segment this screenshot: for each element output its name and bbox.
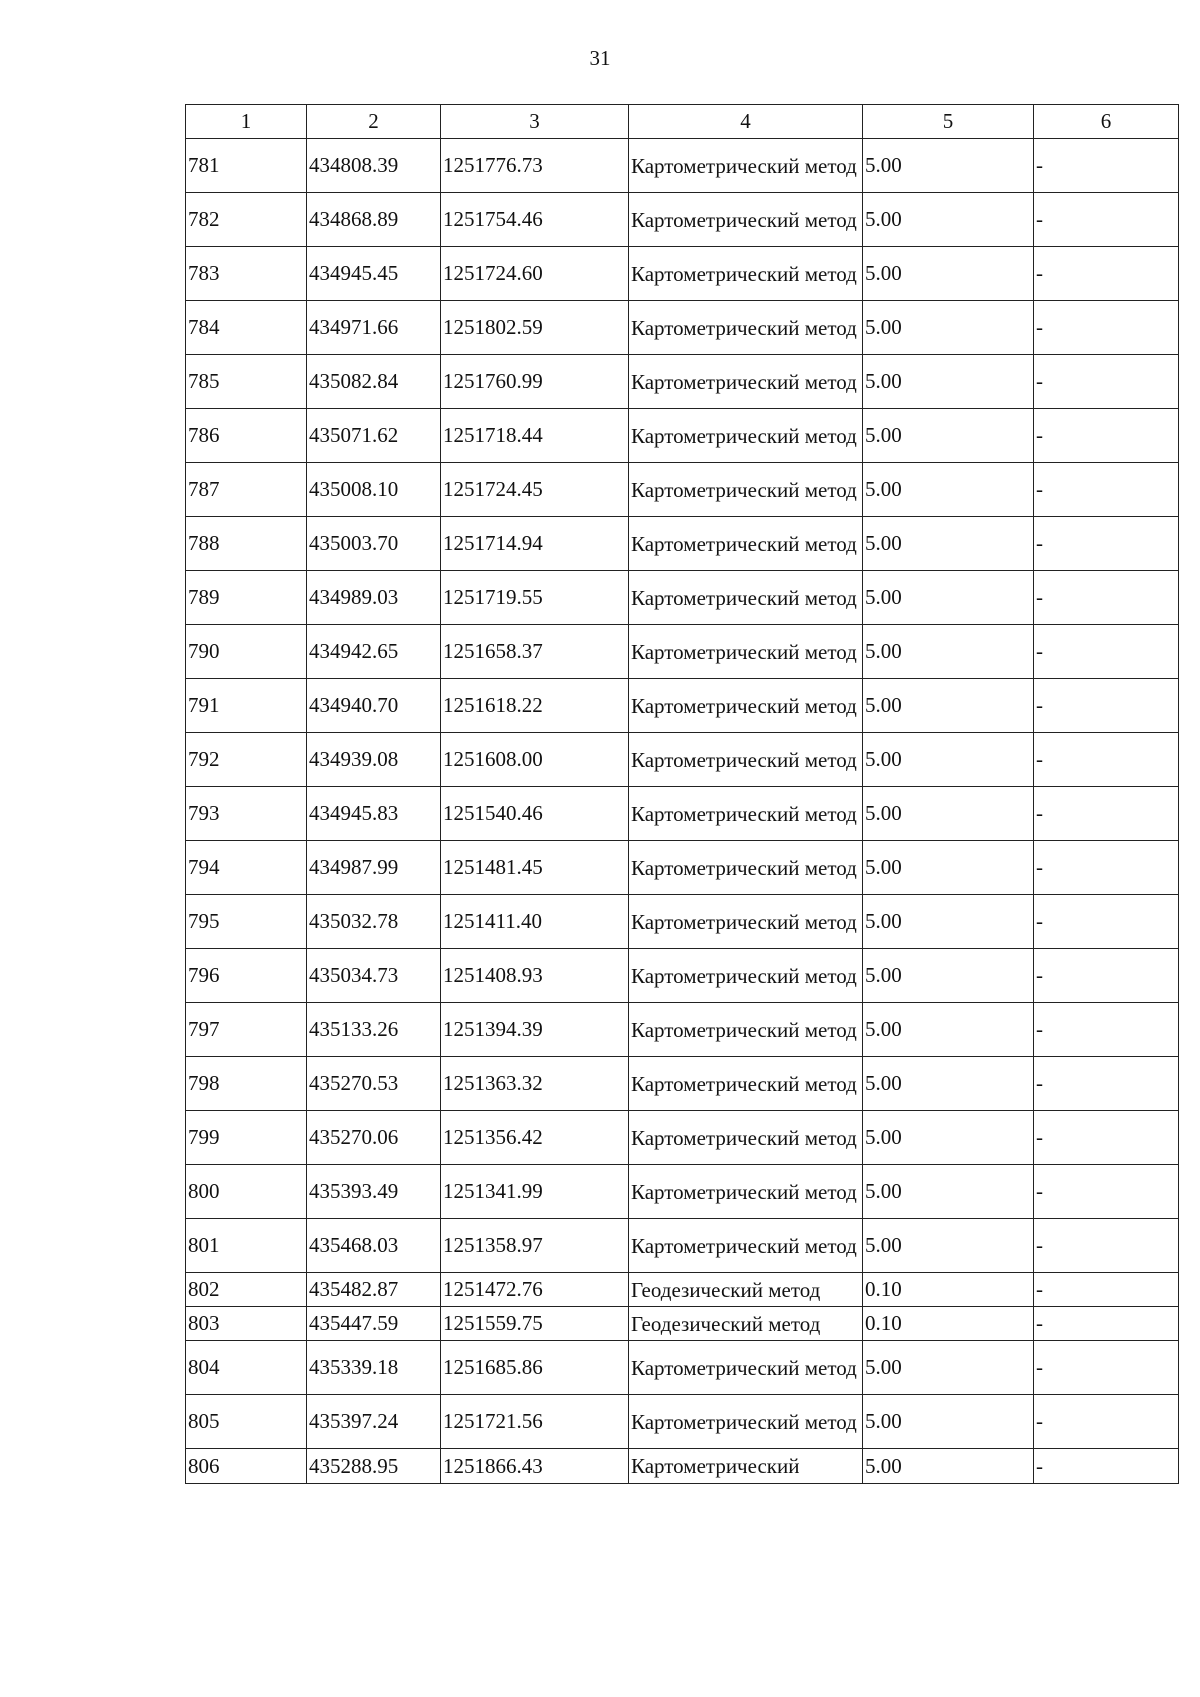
note-cell: - [1034,1003,1179,1057]
table-row [186,895,1179,949]
note-cell: - [1034,1219,1179,1273]
note-cell: - [1034,301,1179,355]
x-coordinate-cell: 435133.26 [307,1003,441,1057]
x-coordinate-cell: 435288.95 [307,1449,441,1484]
accuracy-cell: 5.00 [863,463,1034,517]
y-coordinate-cell: 1251341.99 [441,1165,629,1219]
column-header-2: 2 [307,105,441,139]
method-cell: Картометрический метод [629,1395,863,1449]
method-cell: Картометрический метод [629,301,863,355]
x-coordinate-cell: 435447.59 [307,1307,441,1341]
note-cell: - [1034,139,1179,193]
table-body [186,139,1179,1484]
y-coordinate-cell: 1251411.40 [441,895,629,949]
point-number-cell: 792 [186,733,307,787]
point-number-cell: 781 [186,139,307,193]
table-row [186,1111,1179,1165]
x-coordinate-cell: 434868.89 [307,193,441,247]
note-cell: - [1034,949,1179,1003]
note-cell: - [1034,193,1179,247]
x-coordinate-cell: 434942.65 [307,625,441,679]
page-number: 31 [589,46,611,70]
method-cell: Картометрический метод [629,1219,863,1273]
table-row [186,1057,1179,1111]
point-number-cell: 786 [186,409,307,463]
accuracy-cell: 5.00 [863,1449,1034,1484]
accuracy-cell: 5.00 [863,247,1034,301]
accuracy-cell: 5.00 [863,841,1034,895]
x-coordinate-cell: 435397.24 [307,1395,441,1449]
column-header-4: 4 [629,105,863,139]
table-row [186,247,1179,301]
accuracy-cell: 5.00 [863,409,1034,463]
method-cell: Картометрический метод [629,571,863,625]
x-coordinate-cell: 435270.53 [307,1057,441,1111]
y-coordinate-cell: 1251724.60 [441,247,629,301]
y-coordinate-cell: 1251802.59 [441,301,629,355]
header-row [186,105,1179,139]
table-row [186,1395,1179,1449]
y-coordinate-cell: 1251776.73 [441,139,629,193]
accuracy-cell: 5.00 [863,1057,1034,1111]
accuracy-cell: 5.00 [863,1165,1034,1219]
point-number-cell: 784 [186,301,307,355]
method-cell: Картометрический метод [629,841,863,895]
x-coordinate-cell: 434940.70 [307,679,441,733]
x-coordinate-cell: 434987.99 [307,841,441,895]
y-coordinate-cell: 1251719.55 [441,571,629,625]
x-coordinate-cell: 435034.73 [307,949,441,1003]
column-header-1: 1 [186,105,307,139]
y-coordinate-cell: 1251658.37 [441,625,629,679]
y-coordinate-cell: 1251363.32 [441,1057,629,1111]
table-row [186,1307,1179,1341]
table-row [186,787,1179,841]
y-coordinate-cell: 1251724.45 [441,463,629,517]
x-coordinate-cell: 434989.03 [307,571,441,625]
point-number-cell: 782 [186,193,307,247]
method-cell: Картометрический метод [629,1111,863,1165]
accuracy-cell: 5.00 [863,1341,1034,1395]
table-row [186,1273,1179,1307]
table-row [186,841,1179,895]
note-cell: - [1034,733,1179,787]
accuracy-cell: 5.00 [863,139,1034,193]
table-row [186,1165,1179,1219]
accuracy-cell: 5.00 [863,625,1034,679]
method-cell: Картометрический метод [629,247,863,301]
table-row [186,301,1179,355]
point-number-cell: 801 [186,1219,307,1273]
point-number-cell: 787 [186,463,307,517]
method-cell: Картометрический метод [629,679,863,733]
x-coordinate-cell: 435008.10 [307,463,441,517]
y-coordinate-cell: 1251866.43 [441,1449,629,1484]
accuracy-cell: 5.00 [863,193,1034,247]
x-coordinate-cell: 435082.84 [307,355,441,409]
point-number-cell: 796 [186,949,307,1003]
accuracy-cell: 5.00 [863,517,1034,571]
note-cell: - [1034,1307,1179,1341]
point-number-cell: 803 [186,1307,307,1341]
table-row [186,1003,1179,1057]
y-coordinate-cell: 1251472.76 [441,1273,629,1307]
point-number-cell: 789 [186,571,307,625]
point-number-cell: 802 [186,1273,307,1307]
y-coordinate-cell: 1251760.99 [441,355,629,409]
point-number-cell: 804 [186,1341,307,1395]
note-cell: - [1034,625,1179,679]
accuracy-cell: 5.00 [863,571,1034,625]
x-coordinate-cell: 435393.49 [307,1165,441,1219]
note-cell: - [1034,1273,1179,1307]
accuracy-cell: 5.00 [863,787,1034,841]
x-coordinate-cell: 435339.18 [307,1341,441,1395]
note-cell: - [1034,1395,1179,1449]
point-number-cell: 806 [186,1449,307,1484]
y-coordinate-cell: 1251358.97 [441,1219,629,1273]
accuracy-cell: 5.00 [863,301,1034,355]
y-coordinate-cell: 1251714.94 [441,517,629,571]
note-cell: - [1034,1111,1179,1165]
y-coordinate-cell: 1251481.45 [441,841,629,895]
note-cell: - [1034,895,1179,949]
table-row [186,355,1179,409]
method-cell: Картометрический метод [629,1003,863,1057]
y-coordinate-cell: 1251559.75 [441,1307,629,1341]
table-row [186,409,1179,463]
note-cell: - [1034,1341,1179,1395]
point-number-cell: 798 [186,1057,307,1111]
table-row [186,1341,1179,1395]
note-cell: - [1034,1449,1179,1484]
note-cell: - [1034,841,1179,895]
y-coordinate-cell: 1251356.42 [441,1111,629,1165]
x-coordinate-cell: 435468.03 [307,1219,441,1273]
x-coordinate-cell: 434971.66 [307,301,441,355]
point-number-cell: 805 [186,1395,307,1449]
method-cell: Картометрический метод [629,733,863,787]
note-cell: - [1034,517,1179,571]
method-cell: Картометрический метод [629,625,863,679]
table-row [186,733,1179,787]
accuracy-cell: 5.00 [863,949,1034,1003]
accuracy-cell: 5.00 [863,679,1034,733]
point-number-cell: 790 [186,625,307,679]
accuracy-cell: 0.10 [863,1307,1034,1341]
point-number-cell: 791 [186,679,307,733]
method-cell: Картометрический метод [629,1341,863,1395]
y-coordinate-cell: 1251754.46 [441,193,629,247]
y-coordinate-cell: 1251608.00 [441,733,629,787]
y-coordinate-cell: 1251540.46 [441,787,629,841]
point-number-cell: 788 [186,517,307,571]
table-row [186,625,1179,679]
method-cell: Картометрический метод [629,949,863,1003]
accuracy-cell: 0.10 [863,1273,1034,1307]
method-cell: Картометрический метод [629,517,863,571]
method-cell: Картометрический метод [629,139,863,193]
method-cell: Картометрический метод [629,193,863,247]
accuracy-cell: 5.00 [863,895,1034,949]
method-cell: Картометрический метод [629,463,863,517]
y-coordinate-cell: 1251408.93 [441,949,629,1003]
accuracy-cell: 5.00 [863,1003,1034,1057]
method-cell: Картометрический метод [629,1165,863,1219]
point-number-cell: 800 [186,1165,307,1219]
point-number-cell: 794 [186,841,307,895]
y-coordinate-cell: 1251394.39 [441,1003,629,1057]
point-number-cell: 795 [186,895,307,949]
method-cell: Геодезический метод [629,1307,863,1341]
column-header-5: 5 [863,105,1034,139]
note-cell: - [1034,463,1179,517]
table-row [186,949,1179,1003]
method-cell: Картометрический метод [629,409,863,463]
accuracy-cell: 5.00 [863,355,1034,409]
point-number-cell: 785 [186,355,307,409]
note-cell: - [1034,355,1179,409]
table-row [186,193,1179,247]
column-header-6: 6 [1034,105,1179,139]
x-coordinate-cell: 435071.62 [307,409,441,463]
note-cell: - [1034,1057,1179,1111]
method-cell: Геодезический метод [629,1273,863,1307]
point-number-cell: 793 [186,787,307,841]
table-row [186,1219,1179,1273]
note-cell: - [1034,247,1179,301]
y-coordinate-cell: 1251685.86 [441,1341,629,1395]
point-number-cell: 797 [186,1003,307,1057]
x-coordinate-cell: 435482.87 [307,1273,441,1307]
y-coordinate-cell: 1251618.22 [441,679,629,733]
accuracy-cell: 5.00 [863,733,1034,787]
x-coordinate-cell: 435003.70 [307,517,441,571]
point-number-cell: 799 [186,1111,307,1165]
note-cell: - [1034,787,1179,841]
coordinates-table [185,104,1179,1484]
method-cell: Картометрический метод [629,355,863,409]
note-cell: - [1034,409,1179,463]
x-coordinate-cell: 434945.45 [307,247,441,301]
note-cell: - [1034,1165,1179,1219]
column-header-3: 3 [441,105,629,139]
x-coordinate-cell: 434945.83 [307,787,441,841]
method-cell: Картометрический метод [629,787,863,841]
y-coordinate-cell: 1251721.56 [441,1395,629,1449]
note-cell: - [1034,679,1179,733]
note-cell: - [1034,571,1179,625]
accuracy-cell: 5.00 [863,1395,1034,1449]
table-row [186,571,1179,625]
table-row [186,463,1179,517]
x-coordinate-cell: 434939.08 [307,733,441,787]
y-coordinate-cell: 1251718.44 [441,409,629,463]
accuracy-cell: 5.00 [863,1219,1034,1273]
table-row [186,517,1179,571]
x-coordinate-cell: 435270.06 [307,1111,441,1165]
x-coordinate-cell: 435032.78 [307,895,441,949]
method-cell: Картометрический метод [629,1057,863,1111]
table-row [186,1449,1179,1484]
x-coordinate-cell: 434808.39 [307,139,441,193]
accuracy-cell: 5.00 [863,1111,1034,1165]
table-row [186,139,1179,193]
method-cell: Картометрический [629,1449,863,1484]
point-number-cell: 783 [186,247,307,301]
method-cell: Картометрический метод [629,895,863,949]
table-row [186,679,1179,733]
